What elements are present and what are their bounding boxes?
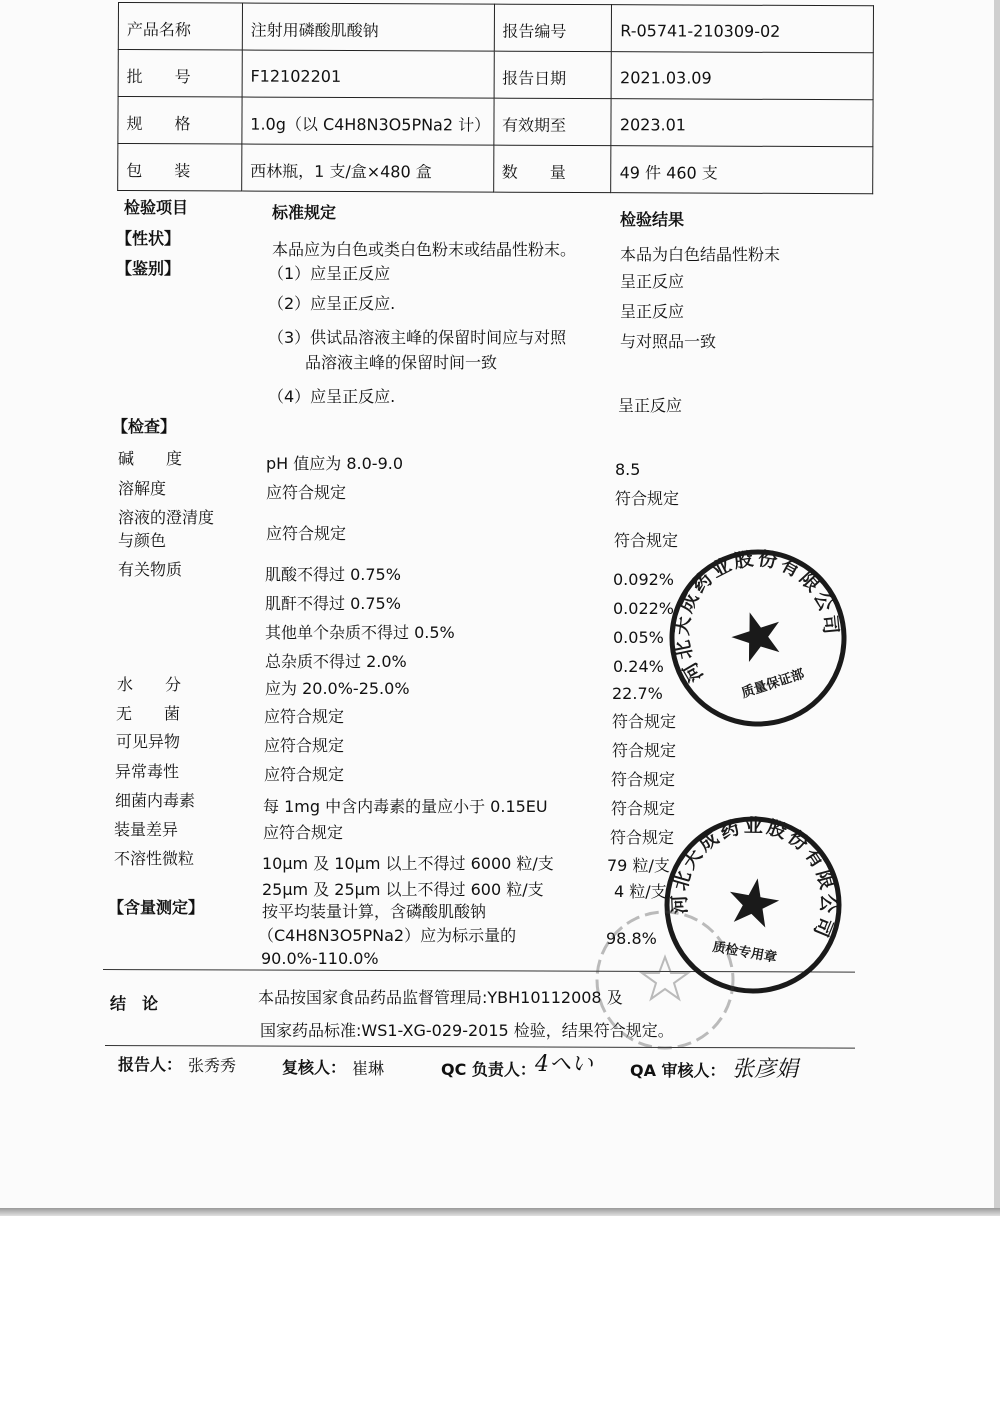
qa-label: QA 审核人： xyxy=(630,1061,726,1080)
identification-standard: （4）应呈正反应. xyxy=(268,387,396,406)
tests-label: 【检查】 xyxy=(112,417,177,436)
reviewer-label: 复核人： xyxy=(282,1058,347,1077)
stamp-1-subtext: 质量保证部 xyxy=(739,666,807,702)
conclusion-text: 本品按国家食品药品监督管理局:YBH10112008 及 xyxy=(258,988,623,1007)
qc-signature: 4ヘい xyxy=(535,1052,593,1077)
test-item: 溶液的澄清度 xyxy=(118,508,215,527)
header-label: 包 装 xyxy=(118,144,242,192)
header-value: F12102201 xyxy=(242,50,494,98)
test-standard: 应符合规定 xyxy=(264,736,345,755)
assay-standard-range: 90.0%-110.0% xyxy=(261,949,379,968)
test-result: 22.7% xyxy=(612,684,663,703)
test-item: 不溶性微粒 xyxy=(114,849,195,868)
conclusion-text: 国家药品标准:WS1-XG-029-2015 检验，结果符合规定。 xyxy=(260,1021,674,1040)
header-label: 产品名称 xyxy=(118,3,242,51)
identification-standard: （2）应呈正反应. xyxy=(268,294,396,313)
test-result: 4 粒/支 xyxy=(614,882,667,901)
test-standard: 每 1mg 中含内毒素的量应小于 0.15EU xyxy=(263,797,548,816)
assay-standard-formula: （C4H8N3O5PNa2）应为标示量的 xyxy=(258,926,517,945)
test-item: 无 菌 xyxy=(116,704,181,723)
identification-standard: （1）应呈正反应 xyxy=(268,264,391,283)
company-seal-stamp xyxy=(665,545,851,731)
test-item: 碱 度 xyxy=(118,449,183,468)
test-result: 0.05% xyxy=(613,628,664,647)
test-result: 79 粒/支 xyxy=(607,856,670,875)
test-standard: 肌酐不得过 0.75% xyxy=(265,594,401,613)
identification-result: 与对照品一致 xyxy=(620,332,717,351)
assay-standard: 按平均装量计算，含磷酸肌酸钠 xyxy=(262,902,487,921)
identification-result: 呈正反应 xyxy=(620,302,685,321)
qc-label: QC 负责人： xyxy=(441,1060,536,1079)
assay-result: 98.8% xyxy=(606,929,657,948)
identification-standard: （3）供试品溶液主峰的保留时间应与对照 xyxy=(268,328,567,347)
header-label: 批 号 xyxy=(118,50,242,98)
identification-result: 呈正反应 xyxy=(618,396,683,415)
qa-signature: 张彦娟 xyxy=(732,1057,799,1082)
test-result: 符合规定 xyxy=(611,770,676,789)
assay-label: 【含量测定】 xyxy=(108,898,205,917)
test-standard: 应为 20.0%-25.0% xyxy=(265,679,410,698)
test-standard: 其他单个杂质不得过 0.5% xyxy=(265,623,455,642)
test-item: 细菌内毒素 xyxy=(115,791,196,810)
test-standard: 应符合规定 xyxy=(264,707,345,726)
col-standard-heading: 标准规定 xyxy=(272,203,337,222)
header-row xyxy=(118,144,873,194)
header-value: 注射用磷酸肌酸钠 xyxy=(242,3,494,51)
header-label: 报告日期 xyxy=(494,51,612,99)
test-result: 符合规定 xyxy=(612,712,677,731)
test-result: 符合规定 xyxy=(612,741,677,760)
test-item: 有关物质 xyxy=(118,560,183,579)
test-standard: 应符合规定 xyxy=(266,483,347,502)
test-standard: 应符合规定 xyxy=(264,765,345,784)
faded-seal-stamp xyxy=(590,905,740,1055)
col-item-heading: 检验项目 xyxy=(124,198,189,217)
identification-label: 【鉴别】 xyxy=(116,259,181,278)
test-result: 符合规定 xyxy=(615,489,680,508)
scan-edge-bottom xyxy=(0,1208,1000,1216)
test-item: 溶解度 xyxy=(118,479,167,498)
header-label: 有效期至 xyxy=(493,98,611,146)
header-value: 2023.01 xyxy=(611,99,873,147)
test-standard: 10μm 及 10μm 以上不得过 6000 粒/支 xyxy=(262,854,554,873)
stamp-1-text: 河北天成药业股份有限公司 xyxy=(670,547,843,686)
header-label: 规 格 xyxy=(118,97,242,145)
test-standard: 肌酸不得过 0.75% xyxy=(265,565,401,584)
test-standard: 25μm 及 25μm 以上不得过 600 粒/支 xyxy=(262,880,544,899)
test-result: 0.092% xyxy=(613,570,675,589)
svg-text:河北天成药业股份有限公司 xyxy=(665,545,847,687)
identification-standard-cont: 品溶液主峰的保留时间一致 xyxy=(305,353,498,372)
test-result: 符合规定 xyxy=(611,799,676,818)
conclusion-label: 结 论 xyxy=(110,994,159,1013)
header-value: 1.0g（以 C4H8N3O5PNa2 计） xyxy=(242,97,494,145)
test-standard: 总杂质不得过 2.0% xyxy=(265,652,407,671)
test-standard: pH 值应为 8.0-9.0 xyxy=(266,454,404,473)
test-item: 水 分 xyxy=(117,675,182,694)
test-standard: 应符合规定 xyxy=(263,823,344,842)
stamp-2-text: 河北天成药业股份有限公司 xyxy=(668,814,840,943)
header-row xyxy=(118,50,873,100)
test-result: 8.5 xyxy=(615,460,641,479)
appearance-standard: 本品应为白色或类白色粉末或结晶性粉末。 xyxy=(272,240,577,259)
test-item: 异常毒性 xyxy=(115,762,180,781)
test-result: 0.022% xyxy=(613,599,675,618)
header-value: 西林瓶，1 支/盒×480 盒 xyxy=(242,144,494,192)
scan-edge-right xyxy=(994,0,1000,1215)
header-row xyxy=(118,97,873,147)
test-item: 装量差异 xyxy=(114,820,179,839)
stamp-2-subtext: 质检专用章 xyxy=(711,939,778,966)
reviewer-name: 崔琳 xyxy=(352,1059,385,1078)
appearance-label: 【性状】 xyxy=(116,229,181,248)
test-item: 可见异物 xyxy=(116,732,181,751)
appearance-result: 本品为白色结晶性粉末 xyxy=(620,245,781,264)
reporter-name: 张秀秀 xyxy=(188,1056,237,1075)
test-result: 符合规定 xyxy=(610,828,675,847)
header-label: 数 量 xyxy=(493,145,611,193)
header-row xyxy=(118,3,873,53)
test-item-cont: 与颜色 xyxy=(118,531,167,550)
test-result: 0.24% xyxy=(613,657,664,676)
reporter-label: 报告人： xyxy=(118,1055,183,1074)
header-label: 报告编号 xyxy=(494,4,612,52)
header-value: 2021.03.09 xyxy=(611,52,873,100)
header-value: 49 件 460 支 xyxy=(611,146,873,194)
test-result: 符合规定 xyxy=(614,531,679,550)
header-value: R-05741-210309-02 xyxy=(612,5,874,53)
identification-result: 呈正反应 xyxy=(620,272,685,291)
col-result-heading: 检验结果 xyxy=(620,210,685,229)
header-table xyxy=(117,2,874,194)
test-standard: 应符合规定 xyxy=(266,524,347,543)
